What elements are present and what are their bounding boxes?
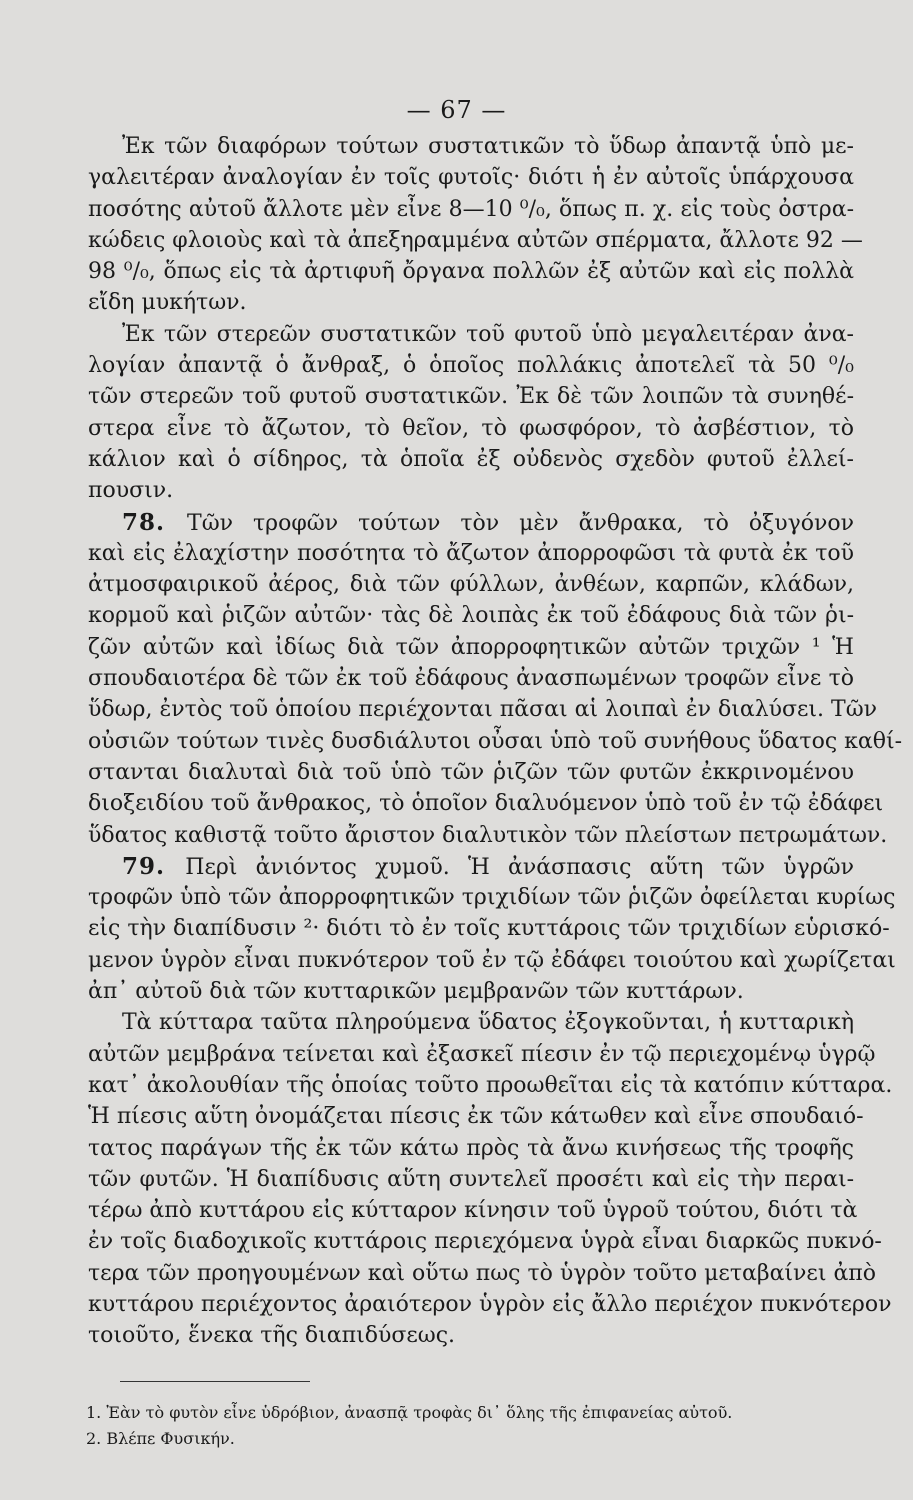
text-line <box>88 1289 892 1320</box>
line-text: κώδεις φλοιοὺς καὶ τὰ ἀπεξηραμμένα αὐτῶν σπέρματα, ἄλλοτε 92 — <box>88 227 863 253</box>
line-text: οὐσιῶν τούτων τινὲς δυσδιάλυτοι οὖσαι ὑπὸ τοῦ συνήθους ὕδατος καθί- <box>88 728 903 754</box>
text-line <box>88 1101 864 1132</box>
text-line <box>88 757 854 788</box>
text-line <box>88 882 896 913</box>
text-line <box>88 350 854 381</box>
line-text: τροφῶν ὑπὸ τῶν ἀπορροφητικῶν τριχιδίων τῶν ῥιζῶν ὀφείλεται κυρίως <box>88 885 896 911</box>
text-line <box>88 851 854 882</box>
line-text: 98 ⁰/₀, ὅπως εἰς τὰ ἀρτιφυῆ ὄργανα πολλῶν ἐξ αὐτῶν καὶ εἰς πολλὰ <box>88 259 854 285</box>
text-line <box>88 913 890 944</box>
line-text: αὐτῶν μεμβράνα τείνεται καὶ ἐξασκεῖ πίεσιν ἐν τῷ περιεχομένῳ ὑγρῷ <box>88 1041 876 1067</box>
footnotes <box>86 1400 846 1452</box>
line-text: σπουδαιοτέρα δὲ τῶν ἐκ τοῦ ἐδάφους ἀνασπωμένων τροφῶν εἶνε τὸ <box>88 666 854 692</box>
section-number: 78. <box>122 508 188 536</box>
text-line <box>88 663 854 694</box>
text-line <box>88 1007 854 1038</box>
line-text: τερα τῶν προηγουμένων καὶ οὕτω πως τὸ ὑγρὸν τοῦτο μεταβαίνει ἀπὸ <box>88 1260 877 1286</box>
text-line <box>88 1226 882 1257</box>
line-text: ὕδατος καθιστᾷ τοῦτο ἄριστον διαλυτικὸν τῶν πλείστων πετρωμάτων. <box>88 822 888 848</box>
line-text: τῶν φυτῶν. Ἡ διαπίδυσις αὕτη συντελεῖ προσέτι καὶ εἰς τὴν περαι- <box>88 1166 854 1192</box>
line-text: Τὰ κύτταρα ταῦτα πληρούμενα ὕδατος ἐξογκοῦνται, ἡ κυτταρικὴ <box>122 1010 854 1036</box>
line-text: Ἐκ τῶν διαφόρων τούτων συστατικῶν τὸ ὕδωρ ἀπαντᾷ ὑπὸ με- <box>122 134 854 159</box>
line-text: Περὶ ἀνιόντος χυμοῦ. Ἡ ἀνάσπασις αὕτη τῶν ὑγρῶν <box>185 854 854 880</box>
text-line <box>88 976 854 1007</box>
line-text: κάλιον καὶ ὁ σίδηρος, τὰ ὁποῖα ἐξ οὐδενὸς σχεδὸν φυτοῦ ἐλλεί- <box>88 446 854 472</box>
section-number: 79. <box>122 852 186 880</box>
line-text: στερα εἶνε τὸ ἄζωτον, τὸ θεῖον, τὸ φωσφόρον, τὸ ἀσβέστιον, τὸ <box>88 415 854 441</box>
line-text: κατ᾽ ἀκολουθίαν τῆς ὁποίας τοῦτο προωθεῖται εἰς τὰ κατόπιν κύτταρα. <box>88 1072 893 1098</box>
line-text: ἀτμοσφαιρικοῦ ἀέρος, διὰ τῶν φύλλων, ἀνθέων, καρπῶν, κλάδων, <box>88 572 854 598</box>
line-text: εἴδη μυκήτων. <box>88 290 247 316</box>
text-line <box>88 287 854 318</box>
text-line <box>88 600 854 631</box>
text-line <box>88 1070 893 1101</box>
text-line <box>88 256 854 287</box>
page-number: — 67 — <box>406 96 507 124</box>
text-line <box>88 1164 854 1195</box>
line-text: Τῶν τροφῶν τούτων τὸν μὲν ἄνθρακα, τὸ ὀξυγόνον <box>187 510 854 536</box>
line-text: τατος παράγων τῆς ἐκ τῶν κάτω πρὸς τὰ ἄνω κινήσεως τῆς τροφῆς <box>88 1135 854 1161</box>
line-text: ζῶν αὐτῶν καὶ ἰδίως διὰ τῶν ἀπορροφητικῶν αὐτῶν τριχῶν ¹ Ἡ <box>88 634 854 660</box>
text-line <box>88 319 854 350</box>
text-line <box>88 413 854 444</box>
text-line <box>88 569 854 600</box>
line-text: καὶ εἰς ἐλαχίστην ποσότητα τὸ ἄζωτον ἀπορροφῶσι τὰ φυτὰ ἐκ τοῦ <box>88 540 854 566</box>
text-line <box>88 820 888 851</box>
text-line <box>88 726 903 757</box>
line-text: ἀπ᾽ αὐτοῦ διὰ τῶν κυτταρικῶν μεμβρανῶν τῶν κυττάρων. <box>88 979 744 1005</box>
line-text: γαλειτέραν ἀναλογίαν ἐν τοῖς φυτοῖς· διότι ἡ ἐν αὐτοῖς ὑπάρχουσα <box>88 165 854 191</box>
line-text: τέρω ἀπὸ κυττάρου εἰς κύτταρον κίνησιν τοῦ ὑγροῦ τούτου, διότι τὰ <box>88 1198 858 1224</box>
text-line <box>88 381 854 412</box>
line-text: ἐν τοῖς διαδοχικοῖς κυττάροις περιεχόμενα ὑγρὰ εἶναι διαρκῶς πυκνό- <box>88 1229 882 1255</box>
line-text: εἰς τὴν διαπίδυσιν ²· διότι τὸ ἐν τοῖς κυττάροις τῶν τριχιδίων εὑρισκό- <box>88 916 890 942</box>
line-text: λογίαν ἀπαντᾷ ὁ ἄνθραξ, ὁ ὁποῖος πολλάκις ἀποτελεῖ τὰ 50 ⁰/₀ <box>88 353 854 379</box>
text-line <box>88 694 878 725</box>
line-text: τῶν στερεῶν τοῦ φυτοῦ συστατικῶν. Ἐκ δὲ τῶν λοιπῶν τὰ συνηθέ- <box>88 384 854 410</box>
text-line <box>88 225 863 256</box>
line-text: ποσότης αὐτοῦ ἄλλοτε μὲν εἶνε 8—10 ⁰/₀, ὅπως π. χ. εἰς τοὺς ὀστρα- <box>88 196 854 222</box>
line-text: κυττάρου περιέχοντος ἀραιότερον ὑγρὸν εἰς ἄλλο περιέχον πυκνότερον <box>88 1291 892 1317</box>
text-line <box>88 194 854 225</box>
text-line <box>88 444 854 475</box>
text-line <box>88 788 884 819</box>
text-line <box>88 1133 854 1164</box>
text-line <box>88 632 854 663</box>
text-line <box>88 162 854 193</box>
text-line <box>88 1039 876 1070</box>
line-text: στανται διαλυταὶ διὰ τοῦ ὑπὸ τῶν ῥιζῶν τῶν φυτῶν ἐκκρινομένου <box>88 759 854 785</box>
line-text: ὕδωρ, ἐντὸς τοῦ ὁποίου περιέχονται πᾶσαι αἱ λοιπαὶ ἐν διαλύσει. Τῶν <box>88 697 878 723</box>
text-line <box>88 1195 858 1226</box>
line-text: πουσιν. <box>88 478 174 504</box>
text-line <box>88 1258 877 1289</box>
line-text: Ἐκ τῶν στερεῶν συστατικῶν τοῦ φυτοῦ ὑπὸ μεγαλειτέραν ἀνα- <box>122 321 854 347</box>
body-text <box>88 131 903 1352</box>
line-text: κορμοῦ καὶ ῥιζῶν αὐτῶν· τὰς δὲ λοιπὰς ἐκ τοῦ ἐδάφους διὰ τῶν ῥι- <box>88 603 854 629</box>
text-line <box>88 945 896 976</box>
line-text: Ἡ πίεσις αὕτη ὀνομάζεται πίεσις ἐκ τῶν κάτωθεν καὶ εἶνε σπουδαιό- <box>88 1104 864 1130</box>
text-line <box>88 538 854 569</box>
text-line <box>88 1320 854 1351</box>
line-text: μενον ὑγρὸν εἶναι πυκνότερον τοῦ ἐν τῷ ἐδάφει τοιούτου καὶ χωρίζεται <box>88 947 896 973</box>
line-text: διοξειδίου τοῦ ἄνθρακος, τὸ ὁποῖον διαλυόμενον ὑπὸ τοῦ ἐν τῷ ἐδάφει <box>88 791 884 817</box>
footnote-separator <box>120 1381 310 1382</box>
text-line <box>88 475 854 506</box>
line-text: τοιοῦτο, ἕνεκα τῆς διαπιδύσεως. <box>88 1323 456 1349</box>
text-line <box>88 131 854 162</box>
footnote: 2. Βλέπε Φυσικήν. <box>86 1429 235 1448</box>
footnote: 1. Ἐὰν τὸ φυτὸν εἶνε ὑδρόβιον, ἀνασπᾷ τροφὰς δι᾽ ὅλης τῆς ἐπιφανείας αὐτοῦ. <box>86 1403 733 1422</box>
text-line <box>88 507 854 538</box>
